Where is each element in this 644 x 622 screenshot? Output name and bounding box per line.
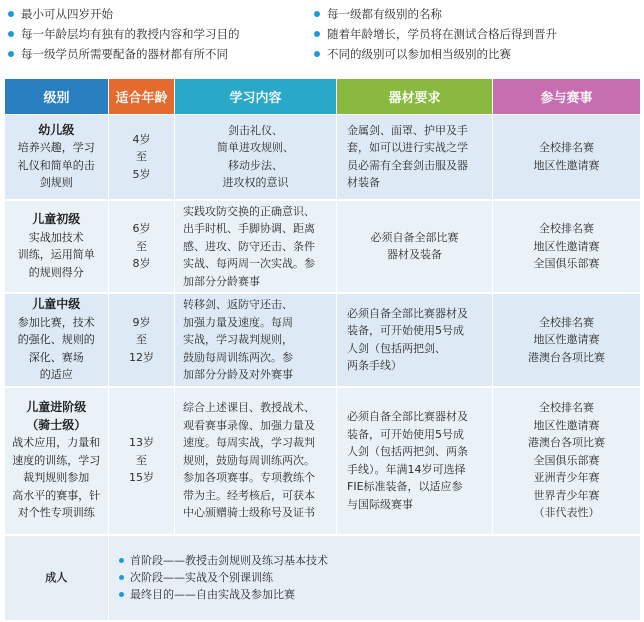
equipment-cell [337,200,493,294]
adult-row [5,535,641,621]
bullet-item: 每一年龄层均有独有的教授内容和学习目的 [8,24,308,44]
competition-line: （非代表性） [533,506,600,520]
level-description-line: 高水平的赛事，针 [12,488,101,502]
bullet-item: 每一级都有级别的名称 [314,4,638,24]
content-line: 速度。每周实战，学习裁判 [183,436,315,450]
level-description-line: 的适应 [39,368,73,381]
intro-bullets-left [8,4,308,64]
age-line: 6岁 [132,222,151,235]
content-line: 中心颁赠骑士级称号及证书 [183,506,315,520]
level-name: 儿童初级 [32,212,81,227]
age-line: 至 [136,150,147,163]
level-description-line: 战术应用，力量和 [12,436,101,450]
level-cell [5,115,109,200]
content-line: 规则，鼓励每周训练两次。 [183,453,315,467]
competition-line: 港澳台各项比赛 [528,350,605,364]
content-line: 进攻权的意识 [222,176,289,190]
bullet-dot-icon [119,592,124,597]
competition-line: 地区性邀请赛 [533,418,600,432]
competitions-cell [493,200,641,294]
age-line: 9岁 [132,315,151,329]
age-line: 8岁 [132,257,151,270]
age-line: 4岁 [132,132,151,146]
equipment-cell [337,115,493,200]
level-description-line: 训练，运用简单 [17,248,95,262]
bullet-dot-icon [8,51,14,57]
competitions-cell [493,115,641,200]
level-description-line: 速度的训练，学习 [12,453,101,467]
equipment-line: 手线）。年满14岁可选择 [347,462,466,476]
adult-item: 首阶段——教授击剑规则及练习基本技术 [119,552,630,569]
competition-line: 全校排名赛 [539,222,594,235]
table-row [5,115,641,200]
level-name: 幼儿级 [38,122,75,137]
content-line: 鼓励每周训练两次。参 [183,350,293,364]
content-line: 加部分分龄及对外赛事 [183,368,293,381]
age-cell [109,115,175,200]
equipment-line: 必须自备全部比赛 [370,230,459,244]
table-row [5,293,641,387]
level-description-line: 实战加技术 [28,230,84,244]
level-name: 儿童进阶级 [26,400,87,415]
adult-item: 最终目的——自由实战及参加比赛 [119,586,630,603]
equipment-line: FIE标准装备，以适应参 [347,480,463,493]
equipment-line: 人剑（包括两把剑、两条 [347,445,468,458]
content-line: 加部分分龄赛事 [183,274,260,288]
learning-content-cell [175,387,337,535]
equipment-line: 装备，可开始使用5号成 [347,324,464,338]
level-subtitle: （骑士级） [26,417,87,432]
equipment-line: 材装备 [347,176,380,190]
content-line: 出手时机、手脚协调、距离 [183,222,315,235]
equipment-line: 人剑（包括两把剑、 [347,341,446,355]
learning-content-cell [175,115,337,200]
competition-line: 亚洲青少年赛 [533,471,600,485]
equipment-line: 必须自备全部比赛器材及 [347,306,468,320]
content-line: 观看赛事录像、加强力量及 [183,418,315,432]
content-line: 实战、每两周一次实战。参 [183,257,315,270]
content-line: 参加各项赛事。专项教练个 [183,471,315,485]
bullet-dot-icon [8,11,14,17]
bullet-dot-icon [314,51,320,57]
level-description-line: 剑规则 [39,176,73,190]
competition-line: 全校排名赛 [539,141,594,155]
equipment-cell [337,387,493,535]
adult-items [109,535,641,621]
age-line: 至 [136,239,147,253]
fencing-levels-table [4,78,641,622]
header-content: 学习内容 [175,79,337,115]
competition-line: 世界青少年赛 [533,488,600,502]
competition-line: 港澳台各项比赛 [528,436,605,450]
bullet-item: 最小可从四岁开始 [8,4,308,24]
content-line: 感、进攻、防守还击、条件 [183,239,315,253]
table-body [5,115,641,535]
age-cell [109,293,175,387]
age-line: 5岁 [132,167,151,181]
bullet-dot-icon [314,31,320,37]
competitions-cell [493,293,641,387]
header-equipment: 器材要求 [337,79,493,115]
competition-line: 全校排名赛 [539,401,594,415]
competitions-cell [493,387,641,535]
equipment-cell [337,293,493,387]
equipment-line: 员必需有全套剑击服及器 [347,158,468,172]
equipment-line: 必须自备全部比赛器材及 [347,410,468,423]
equipment-line: 与国际级赛事 [347,497,413,511]
learning-content-cell [175,293,337,387]
intro-bullets-right [314,4,638,64]
table-row [5,200,641,294]
level-description-line: 的强化、规则的 [17,333,95,346]
competition-line: 全校排名赛 [539,315,594,329]
content-line: 移动步法、 [228,158,283,172]
header-competitions: 参与赛事 [493,79,641,115]
header-level: 级别 [5,79,109,115]
bullet-dot-icon [314,11,320,17]
level-description-line: 培养兴趣，学习 [17,141,95,155]
level-cell [5,387,109,535]
content-line: 实战，学习裁判规则， [183,333,293,346]
content-line: 加强力量及速度。每周 [183,315,293,329]
competition-line: 地区性邀请赛 [533,239,600,253]
level-description-line: 裁判规则参加 [23,471,90,485]
age-line: 12岁 [129,350,154,364]
adult-label: 成人 [5,535,109,621]
bullet-item: 每一级学员所需要配备的器材都有所不同 [8,44,308,64]
content-line: 剑击礼仪、 [228,123,283,137]
level-name: 儿童中级 [32,297,81,311]
age-cell [109,200,175,294]
competition-line: 全国俱乐部赛 [533,257,600,270]
bullet-dot-icon [8,31,14,37]
intro-bullets [8,4,638,66]
bullet-item: 随着年龄增长，学员将在测试合格后得到晋升 [314,24,638,44]
bullet-item: 不同的级别可以参加相当级别的比赛 [314,44,638,64]
bullet-dot-icon [119,558,124,563]
age-cell [109,387,175,535]
equipment-line: 两条手线） [347,359,402,373]
equipment-line: 装备，可开始使用5号成 [347,427,464,441]
adult-item: 次阶段——实战及个别课训练 [119,569,630,586]
level-description-line: 礼仪和简单的击 [17,158,95,172]
equipment-line: 器材及装备 [387,248,442,262]
level-cell [5,200,109,294]
age-line: 13岁 [129,436,154,450]
level-cell [5,293,109,387]
age-line: 15岁 [129,471,154,485]
age-line: 至 [136,453,147,467]
competition-line: 全国俱乐部赛 [533,453,600,467]
level-description-line: 对个性专项训练 [17,506,95,520]
level-description-line: 参加比赛，技术 [17,315,95,329]
level-description-line: 的规则得分 [28,265,84,279]
content-line: 转移剑、返防守还击、 [183,298,293,311]
content-line: 综合上述课目、教授战术、 [183,401,315,415]
table-header-row [5,79,641,115]
content-line: 带为主。经考核后，可获本 [183,488,315,502]
content-line: 实践攻防交换的正确意识、 [183,204,315,218]
age-line: 至 [136,333,147,346]
header-age: 适合年龄 [109,79,175,115]
equipment-line: 金属剑、面罩、护甲及手 [347,123,468,137]
equipment-line: 套，如可以进行实战之学 [347,141,468,155]
content-line: 简单进攻规则、 [217,141,294,155]
table-row [5,387,641,535]
competition-line: 地区性邀请赛 [533,158,600,172]
competition-line: 地区性邀请赛 [533,333,600,346]
learning-content-cell [175,200,337,294]
bullet-dot-icon [119,575,124,580]
level-description-line: 深化、赛场 [28,350,84,364]
